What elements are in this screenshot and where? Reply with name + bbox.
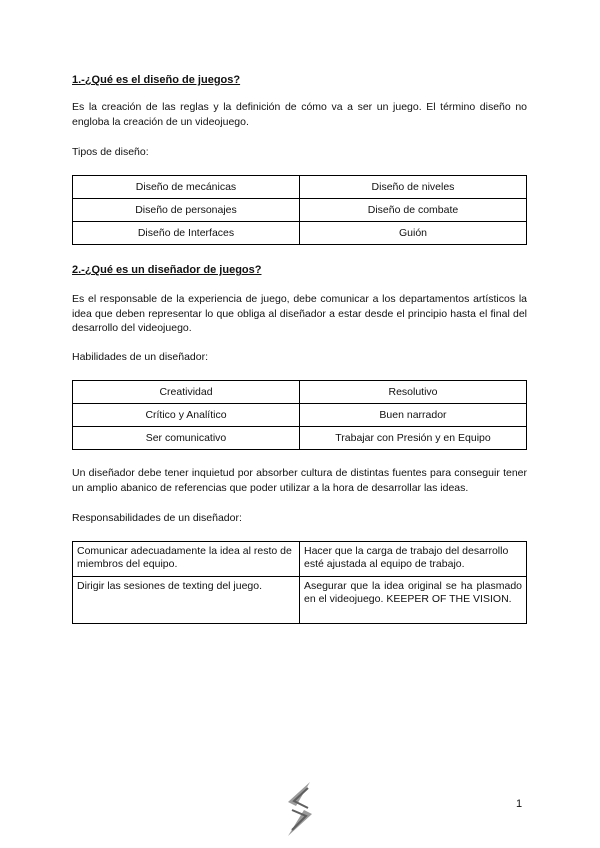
- section2-paragraph2: Un diseñador debe tener inquietud por absorber cultura de distintas fuentes para conseguir tener un amplio abanico de referencias que poder utilizar a la hora de desarrollar las ideas.: [72, 467, 527, 494]
- table-cell: Creatividad: [73, 381, 300, 404]
- skills-label: Habilidades de un diseñador:: [72, 351, 209, 363]
- table-cell: Hacer que la carga de trabajo del desarrollo esté ajustada al equipo de trabajo.: [300, 542, 527, 577]
- table-cell: Diseño de niveles: [300, 176, 527, 199]
- section2-paragraph: Es el responsable de la experiencia de juego, debe comunicar a los departamentos artísticos la idea que deben representar lo que obliga al diseñador a estar desde el principio hasta el final del desarrollo del videojuego.: [72, 293, 527, 334]
- table-row: [73, 199, 527, 222]
- skills-table: [72, 380, 527, 450]
- page-number: 1: [516, 798, 523, 810]
- table-row: [73, 222, 527, 245]
- table-cell: Ser comunicativo: [73, 427, 300, 450]
- responsibilities-label: Responsabilidades de un diseñador:: [72, 512, 242, 524]
- table-row: [73, 381, 527, 404]
- table-row: [73, 427, 527, 450]
- table-cell: Dirigir las sesiones de texting del juego.: [73, 577, 300, 624]
- design-types-table: [72, 175, 527, 245]
- responsibilities-table: [72, 541, 527, 624]
- table-cell: Comunicar adecuadamente la idea al resto de miembros del equipo.: [73, 542, 300, 577]
- table-row: [73, 577, 527, 624]
- table-cell: Resolutivo: [300, 381, 527, 404]
- table-cell: Diseño de personajes: [73, 199, 300, 222]
- table-cell: Guión: [300, 222, 527, 245]
- types-label: Tipos de diseño:: [72, 146, 149, 158]
- table-cell: Diseño de Interfaces: [73, 222, 300, 245]
- table-cell: Crítico y Analítico: [73, 404, 300, 427]
- table-row: [73, 542, 527, 577]
- table-cell: Asegurar que la idea original se ha plasmado en el videojuego. KEEPER OF THE VISION.: [300, 577, 527, 624]
- table-row: [73, 176, 527, 199]
- section1-heading: 1.-¿Qué es el diseño de juegos?: [72, 74, 241, 86]
- section1-paragraph: Es la creación de las reglas y la definición de cómo va a ser un juego. El término diseño no engloba la creación de un videojuego.: [72, 101, 527, 128]
- table-cell: Trabajar con Presión y en Equipo: [300, 427, 527, 450]
- table-cell: Buen narrador: [300, 404, 527, 427]
- section2-heading: 2.-¿Qué es un diseñador de juegos?: [72, 264, 262, 276]
- stylized-s-logo-icon: [282, 780, 318, 838]
- table-cell: Diseño de combate: [300, 199, 527, 222]
- table-row: [73, 404, 527, 427]
- table-cell: Diseño de mecánicas: [73, 176, 300, 199]
